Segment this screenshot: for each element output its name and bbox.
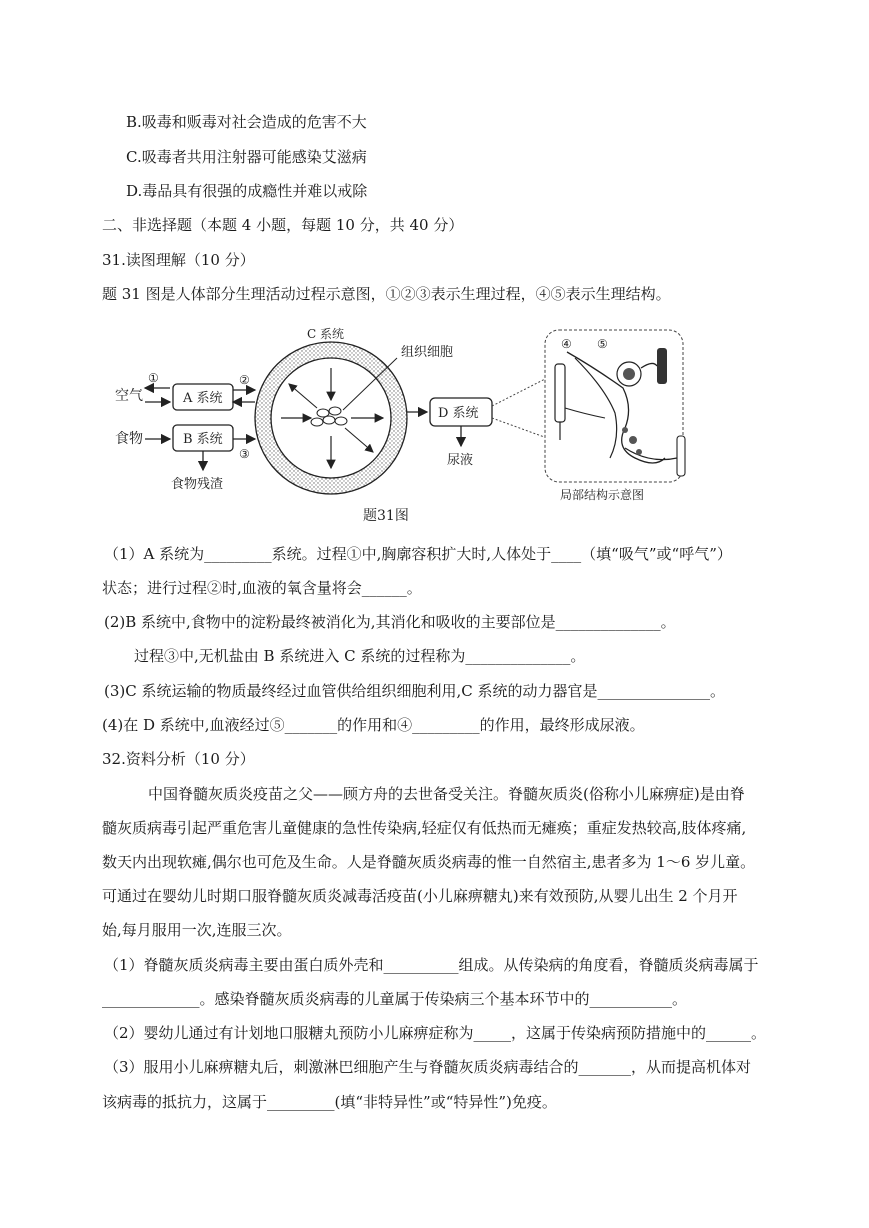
q32-para2: 髓灰质病毒引起严重危害儿童健康的急性传染病,轻症仅有低热而无瘫痪；重症发热较高,肢体疼痛, <box>102 819 747 837</box>
q31-4: (4)在 D 系统中,血液经过⑤_______的作用和④_________的作用，最终形成尿液。 <box>102 716 645 734</box>
q32-para3: 数天内出现软瘫,偶尔也可危及生命。人是脊髓灰质炎病毒的惟一自然宿主,患者多为 1～6 岁儿童。 <box>102 853 756 871</box>
q31-title: 31.读图理解（10 分） <box>102 251 255 269</box>
q32-para4: 可通过在婴幼儿时期口服脊髓灰质炎减毒活疫苗(小儿麻痹糖丸)来有效预防,从婴儿出生 2 个月开 <box>102 887 738 905</box>
figure-31 <box>105 318 705 523</box>
mark-4: ④ <box>561 337 572 351</box>
figure-caption: 题31图 <box>363 508 409 523</box>
q32-3-line1: （3）服用小儿麻痹糖丸后，刺激淋巴细胞产生与脊髓灰质炎病毒结合的_______，从而提高机体对 <box>104 1058 752 1076</box>
q32-para5: 始,每月服用一次,连服三次。 <box>102 921 292 939</box>
q32-1-line2: _____________。感染脊髓灰质炎病毒的儿童属于传染病三个基本环节中的___________。 <box>102 990 688 1008</box>
mark-2: ② <box>239 373 250 387</box>
system-b-label: B 系统 <box>183 432 223 447</box>
q32-title: 32.资料分析（10 分） <box>102 750 255 768</box>
mark-3: ③ <box>239 447 250 461</box>
q32-3-line2: 该病毒的抵抗力，这属于_________(填“非特异性”或“特异性”)免疫。 <box>102 1093 557 1111</box>
mark-1: ① <box>148 371 159 385</box>
q31-3: (3)C 系统运输的物质最终经过血管供给组织细胞利用,C 系统的动力器官是_______________。 <box>104 682 726 700</box>
option-d: D.毒品具有很强的成瘾性并难以戒除 <box>126 182 368 200</box>
section2-title: 二、非选择题（本题 4 小题，每题 10 分，共 40 分） <box>102 216 464 234</box>
q31-intro: 题 31 图是人体部分生理活动过程示意图，①②③表示生理过程，④⑤表示生理结构。 <box>102 285 671 303</box>
air-label: 空气 <box>115 388 143 404</box>
q31-1-line1: （1）A 系统为_________系统。过程①中,胸廓容积扩大时,人体处于____（填“吸气”或“呼气”） <box>104 545 732 563</box>
q31-1-line2: 状态；进行过程②时,血液的氧含量将会______。 <box>102 579 422 597</box>
tissue-cell-label: 组织细胞 <box>401 345 454 360</box>
local-structure-label: 局部结构示意图 <box>560 488 645 502</box>
q31-2-line2: 过程③中,无机盐由 B 系统进入 C 系统的过程称为______________。 <box>134 647 586 665</box>
mark-5: ⑤ <box>597 337 608 351</box>
option-c: C.吸毒者共用注射器可能感染艾滋病 <box>126 148 367 166</box>
system-a-label: A 系统 <box>183 391 223 406</box>
food-label: 食物 <box>115 431 143 447</box>
option-b: B.吸毒和贩毒对社会造成的危害不大 <box>126 113 367 131</box>
q32-2: （2）婴幼儿通过有计划地口服糖丸预防小儿麻痹症称为_____，这属于传染病预防措施中的______。 <box>104 1024 767 1042</box>
q31-2-line1: (2)B 系统中,食物中的淀粉最终被消化为,其消化和吸收的主要部位是______________。 <box>104 613 676 631</box>
q32-para1: 中国脊髓灰质炎疫苗之父——顾方舟的去世备受关注。脊髓灰质炎(俗称小儿麻痹症)是由脊 <box>148 785 745 803</box>
q32-1-line1: （1）脊髓灰质炎病毒主要由蛋白质外壳和__________组成。从传染病的角度看，脊髓质炎病毒属于 <box>104 956 759 974</box>
food-residue-label: 食物残渣 <box>171 477 224 492</box>
system-d-label: D 系统 <box>438 406 479 421</box>
urine-label: 尿液 <box>447 453 474 468</box>
system-c-label: C 系统 <box>307 327 344 341</box>
